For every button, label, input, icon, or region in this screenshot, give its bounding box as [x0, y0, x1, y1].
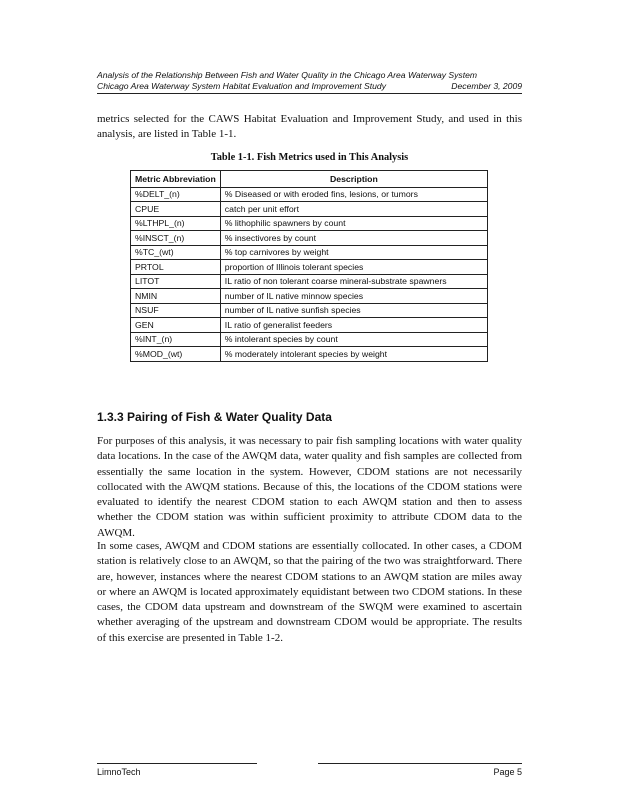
footer-company: LimnoTech [97, 767, 141, 777]
table-row [131, 260, 488, 275]
table-row [131, 303, 488, 318]
metric-abbreviation: CPUE [131, 202, 221, 217]
fish-metrics-table [130, 170, 488, 362]
table-row [131, 347, 488, 362]
metric-abbreviation: %INT_(n) [131, 332, 221, 347]
metric-abbreviation: NSUF [131, 303, 221, 318]
table-row [131, 187, 488, 202]
metric-description: % moderately intolerant species by weight [220, 347, 487, 362]
metric-description: IL ratio of non tolerant coarse mineral-substrate spawners [220, 274, 487, 289]
table-row [131, 216, 488, 231]
metric-description: IL ratio of generalist feeders [220, 318, 487, 333]
column-header-abbreviation: Metric Abbreviation [131, 171, 221, 188]
metric-abbreviation: %TC_(wt) [131, 245, 221, 260]
metric-abbreviation: GEN [131, 318, 221, 333]
metric-abbreviation: NMIN [131, 289, 221, 304]
table-row [131, 231, 488, 246]
metric-description: proportion of Illinois tolerant species [220, 260, 487, 275]
metric-abbreviation: %INSCT_(n) [131, 231, 221, 246]
table-row [131, 245, 488, 260]
metric-description: % insectivores by count [220, 231, 487, 246]
table-row [131, 202, 488, 217]
footer-rule-left [97, 763, 257, 764]
footer-rule-right [318, 763, 522, 764]
metric-description: number of IL native minnow species [220, 289, 487, 304]
header-document-title: Analysis of the Relationship Between Fish and Water Quality in the Chicago Area Waterway System [97, 70, 478, 80]
table-row [131, 274, 488, 289]
metric-description: % lithophilic spawners by count [220, 216, 487, 231]
metric-description: % Diseased or with eroded fins, lesions, or tumors [220, 187, 487, 202]
metric-description: catch per unit effort [220, 202, 487, 217]
column-header-description: Description [220, 171, 487, 188]
header-date: December 3, 2009 [451, 81, 522, 91]
table-caption: Table 1-1. Fish Metrics used in This Analysis [210, 152, 409, 163]
metric-abbreviation: LITOT [131, 274, 221, 289]
footer-page-number: Page 5 [493, 767, 522, 777]
body-paragraph-1: For purposes of this analysis, it was necessary to pair fish sampling locations with water quality data locations. In the case of the AWQM data, water quality and fish samples are collected from essentially the same location in the system. However, CDOM stations are not necessarily collocated with the AWQM stations. Because of this, the locations of the CDOM stations were evaluated to identify the nearest CDOM station to each AWQM station and then to assess whether the CDOM station was within sufficient proximity to attribute CDOM data to the AWQM. [97, 435, 522, 539]
table-header-row [131, 171, 488, 188]
metric-description: % intolerant species by count [220, 332, 487, 347]
table-row [131, 289, 488, 304]
metric-abbreviation: %LTHPL_(n) [131, 216, 221, 231]
metric-description: number of IL native sunfish species [220, 303, 487, 318]
table-row [131, 332, 488, 347]
metric-abbreviation: %DELT_(n) [131, 187, 221, 202]
table-row [131, 318, 488, 333]
section-heading: 1.3.3 Pairing of Fish & Water Quality Data [97, 410, 332, 424]
body-paragraph-2: In some cases, AWQM and CDOM stations are essentially collocated. In other cases, a CDOM station is relatively close to an AWQM, so that the pairing of the two was straightforward. There are, however, instances where the nearest CDOM stations to an AWQM station are miles away or where an AWQM is located approximately equidistant between two CDOM stations. In these cases, the CDOM data upstream and downstream of the SWQM were examined to ascertain whether averaging of the upstream and downstream CDOM would be appropriate. The results of this exercise are presented in Table 1-2. [97, 540, 522, 644]
metric-abbreviation: PRTOL [131, 260, 221, 275]
metric-abbreviation: %MOD_(wt) [131, 347, 221, 362]
header-study-title: Chicago Area Waterway System Habitat Evaluation and Improvement Study [97, 81, 386, 91]
metric-description: % top carnivores by weight [220, 245, 487, 260]
intro-paragraph: metrics selected for the CAWS Habitat Evaluation and Improvement Study, and used in this analysis, are listed in Table 1-1. [97, 113, 522, 141]
header-rule [97, 93, 522, 94]
